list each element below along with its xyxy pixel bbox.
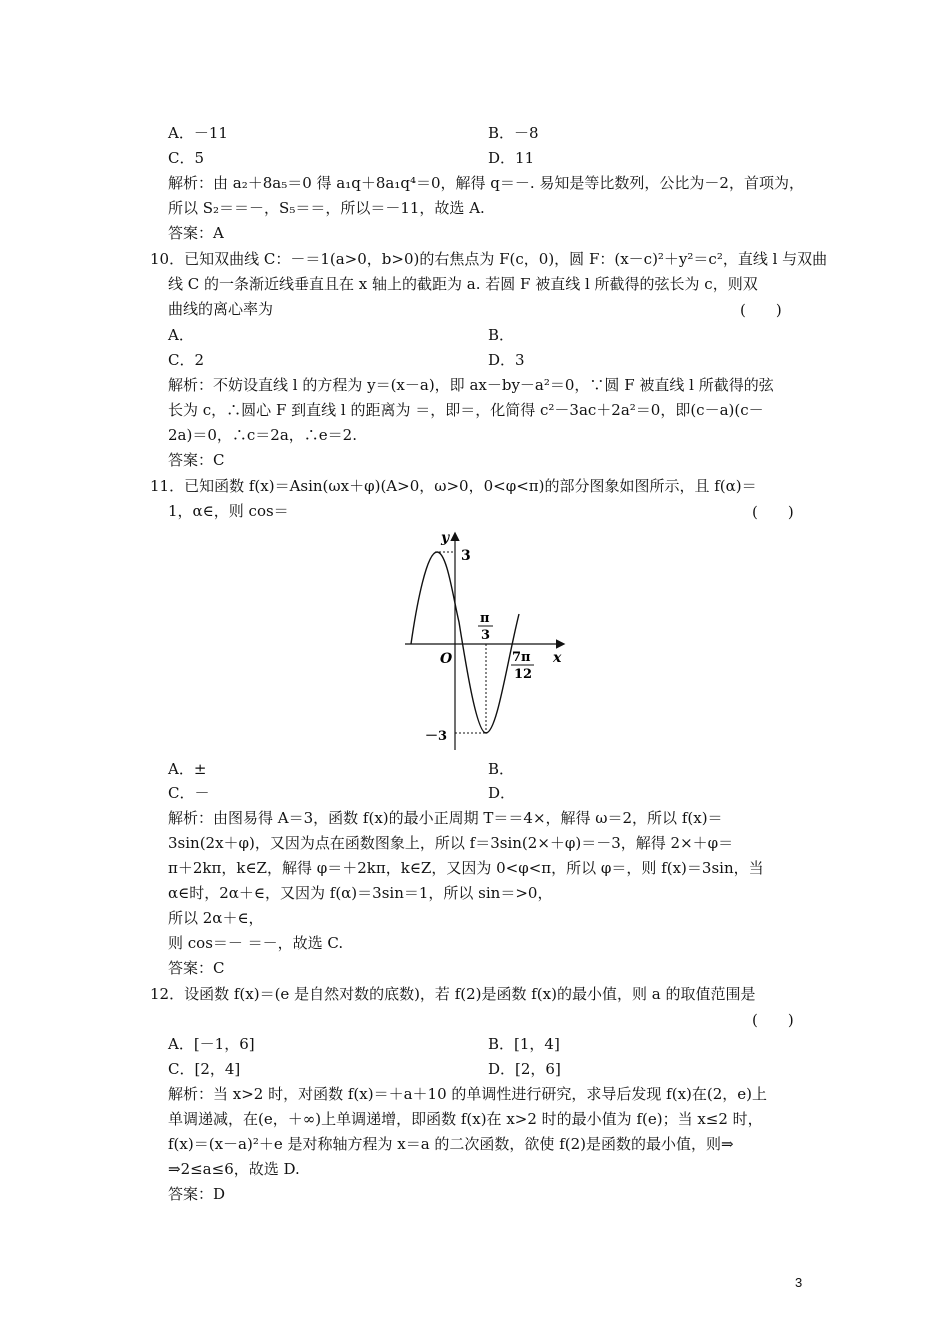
pi-over-3-denominator: 3 <box>481 628 491 643</box>
max-value-label: 3 <box>461 548 471 564</box>
q12-solution-line-3: f(x)＝(x－a)²＋e 是对称轴方程为 x＝a 的二次函数，欲使 f(2)是函数的最小值，则⇒ <box>168 1135 734 1153</box>
q11-answer-blank: ( ) <box>752 503 794 521</box>
q11-stem-line-2: 1，α∈，则 cos＝ <box>168 502 289 520</box>
q12-stem-line-1: 12．设函数 f(x)＝(e 是自然对数的底数)，若 f(2)是函数 f(x)的最小值，则 a 的取值范围是 <box>150 985 756 1003</box>
q10-stem-line-1: 10．已知双曲线 C：－＝1(a>0，b>0)的右焦点为 F(c，0)，圆 F：(x－c)²＋y²＝c²，直线 l 与双曲 <box>150 250 828 268</box>
q10-option-b: B． <box>488 326 515 344</box>
q11-option-b: B． <box>488 760 515 778</box>
seven-pi-twelfths-denominator: 12 <box>514 667 533 682</box>
q11-solution-line-5: 所以 2α＋∈， <box>168 909 264 927</box>
q10-option-c: C．2 <box>168 351 205 369</box>
q11-solution-line-6: 则 cos＝－ ＝－，故选 C. <box>168 934 344 952</box>
q12-option-a: A．[－1，6] <box>168 1035 255 1053</box>
q9-option-b: B．－8 <box>488 124 539 142</box>
q12-solution-line-4: ⇒2≤a≤6，故选 D. <box>168 1160 300 1178</box>
seven-pi-twelfths-numerator: 7π <box>512 650 531 665</box>
y-axis-label: y <box>441 530 450 546</box>
q11-option-c: C．－ <box>168 784 210 802</box>
q10-solution-line-2: 长为 c，∴圆心 F 到直线 l 的距离为 ＝，即＝，化简得 c²－3ac＋2a²＝0，即(c－a)(c－ <box>168 401 764 419</box>
origin-label: O <box>440 651 453 667</box>
q10-option-d: D．3 <box>488 351 525 369</box>
q9-option-c: C．5 <box>168 149 205 167</box>
sine-curve <box>411 552 519 733</box>
q9-solution-line-1: 解析：由 a₂＋8a₅＝0 得 a₁q＋8a₁q⁴＝0，解得 q＝－. 易知是等比数列，公比为－2，首项为， <box>168 174 804 192</box>
q12-answer-blank: ( ) <box>752 1011 794 1029</box>
q11-solution-line-4: α∈时，2α＋∈，又因为 f(α)＝3sin＝1，所以 sin＝>0， <box>168 884 553 902</box>
q12-option-b: B．[1，4] <box>488 1035 560 1053</box>
q9-solution-line-2: 所以 S₂＝＝－，S₅＝＝，所以＝－11，故选 A. <box>168 199 485 217</box>
x-axis-label: x <box>553 650 562 666</box>
q10-option-a: A． <box>168 326 194 344</box>
q12-solution-line-1: 解析：当 x>2 时，对函数 f(x)＝＋a＋10 的单调性进行研究，求导后发现 f(x)在(2，e)上 <box>168 1085 767 1103</box>
q9-answer: 答案：A <box>168 224 224 242</box>
q11-option-d: D． <box>488 784 516 802</box>
q10-stem-line-3: 曲线的离心率为 <box>168 300 274 318</box>
min-value-label: －3 <box>425 729 448 744</box>
q12-option-c: C．[2，4] <box>168 1060 241 1078</box>
q11-answer: 答案：C <box>168 959 225 977</box>
pi-over-3-numerator: π <box>480 611 490 626</box>
q11-stem-line-1: 11．已知函数 f(x)＝Asin(ωx＋φ)(A>0，ω>0，0<φ<π)的部分图象如图所示，且 f(α)＝ <box>150 477 757 495</box>
q9-option-d: D．11 <box>488 149 535 167</box>
q11-sine-graph <box>395 522 580 757</box>
q11-option-a: A．± <box>168 760 207 778</box>
page-number: 3 <box>795 1275 803 1290</box>
q10-solution-line-1: 解析：不妨设直线 l 的方程为 y＝(x－a)，即 ax－by－a²＝0，∵圆 F 被直线 l 所截得的弦 <box>168 376 774 394</box>
q10-solution-line-3: 2a)＝0，∴c＝2a，∴e＝2. <box>168 426 357 444</box>
q10-stem-line-2: 线 C 的一条渐近线垂直且在 x 轴上的截距为 a. 若圆 F 被直线 l 所截得的弦长为 c，则双 <box>168 275 758 293</box>
q9-option-a: A．－11 <box>168 124 228 142</box>
q11-solution-line-2: 3sin(2x＋φ)，又因为点在函数图象上，所以 f＝3sin(2×＋φ)＝－3，解得 2×＋φ＝ <box>168 834 734 852</box>
q10-answer-blank: ( ) <box>740 301 782 319</box>
q12-answer: 答案：D <box>168 1185 226 1203</box>
q11-solution-line-3: π＋2kπ，k∈Z，解得 φ＝＋2kπ，k∈Z，又因为 0<φ<π，所以 φ＝，则 f(x)＝3sin，当 <box>168 859 764 877</box>
q11-solution-line-1: 解析：由图易得 A＝3，函数 f(x)的最小正周期 T＝＝4×，解得 ω＝2，所以 f(x)＝ <box>168 809 723 827</box>
q12-solution-line-2: 单调递减，在(e，＋∞)上单调递增，即函数 f(x)在 x>2 时的最小值为 f(e)；当 x≤2 时， <box>168 1110 763 1128</box>
q10-answer: 答案：C <box>168 451 225 469</box>
q12-option-d: D．[2，6] <box>488 1060 561 1078</box>
